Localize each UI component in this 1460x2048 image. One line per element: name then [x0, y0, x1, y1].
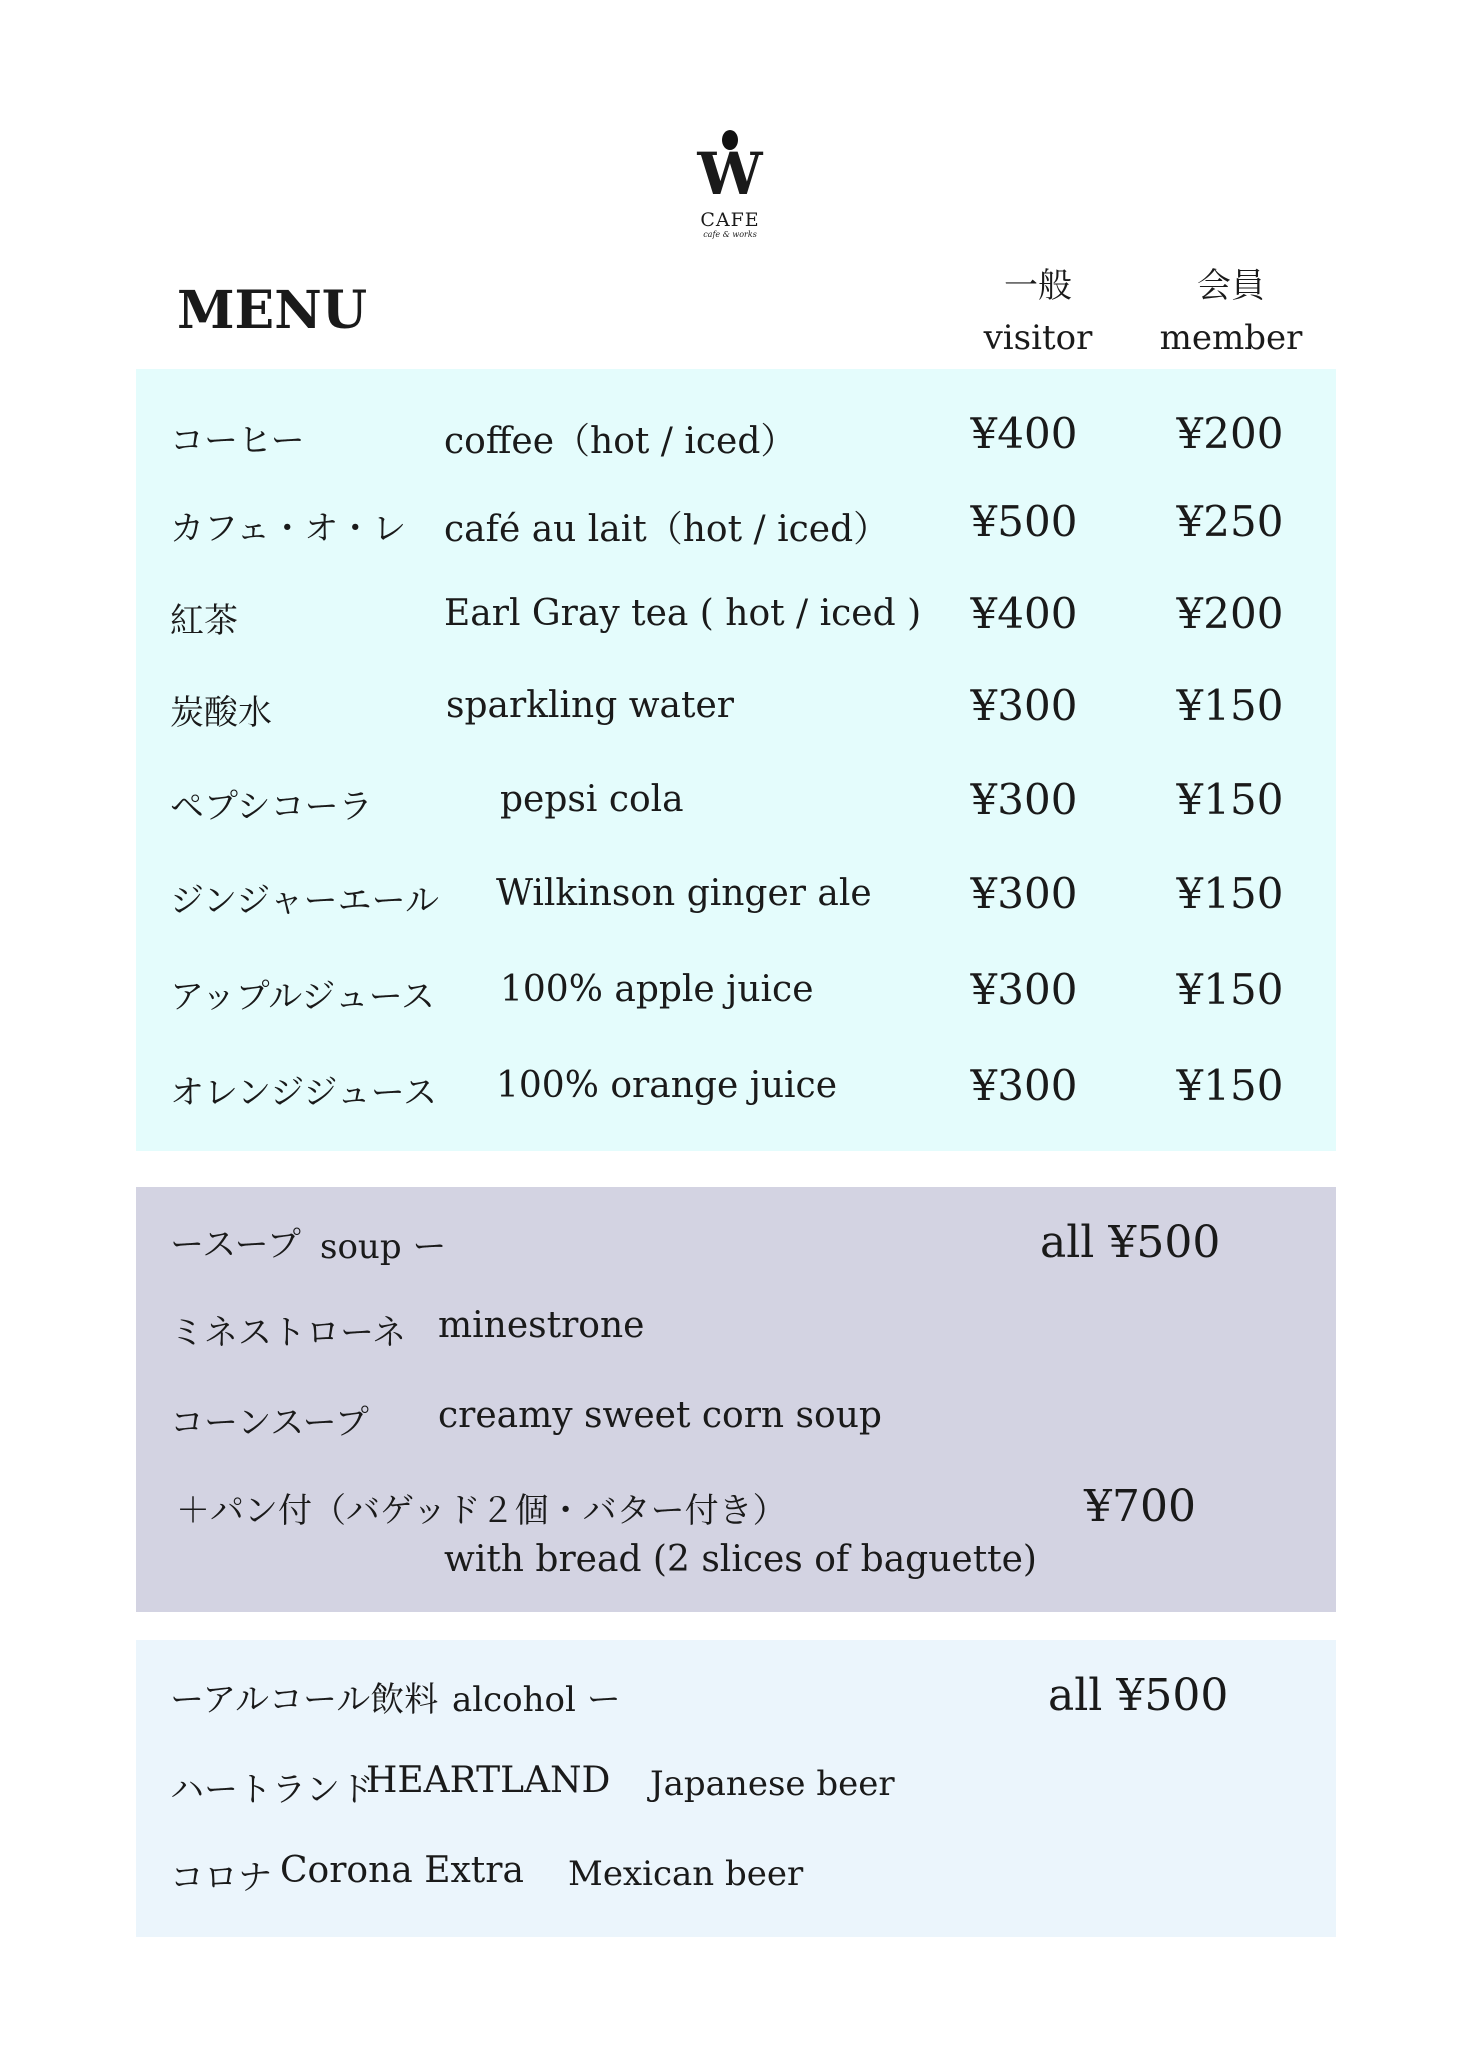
logo-name: CAFE: [700, 209, 760, 231]
menu-row: [136, 865, 1336, 935]
member-price: ¥250: [1176, 497, 1284, 546]
item-name-en: 100% orange juice: [496, 1065, 838, 1106]
item-name-en: sparkling water: [446, 685, 734, 726]
menu-title: MENU: [177, 280, 368, 341]
alcohol-price: all ¥500: [1048, 1670, 1229, 1721]
item-name-en: café au lait（hot / iced）: [444, 509, 890, 550]
member-price: ¥150: [1176, 869, 1284, 918]
beer-name: HEARTLAND: [366, 1760, 611, 1801]
beer-name-jp: コロナ: [170, 1858, 272, 1898]
item-name-jp: コーヒー: [170, 421, 305, 461]
item-name-en: 100% apple juice: [500, 969, 814, 1010]
soup-name-jp: ミネストローネ: [170, 1313, 407, 1353]
menu-row: [136, 961, 1336, 1031]
visitor-price: ¥300: [970, 681, 1078, 730]
visitor-price: ¥300: [970, 1061, 1078, 1110]
beer-name-jp: ハートランド: [170, 1770, 374, 1810]
alcohol-section: [136, 1640, 1336, 1937]
beer-description: Japanese beer: [650, 1764, 895, 1804]
item-name-jp: カフェ・オ・レ: [170, 509, 407, 549]
menu-row: [136, 771, 1336, 841]
menu-row: [136, 405, 1336, 475]
soup-section: [136, 1187, 1336, 1612]
member-price: ¥200: [1176, 409, 1284, 458]
visitor-price: ¥300: [970, 775, 1078, 824]
beer-name: Corona Extra: [280, 1850, 524, 1891]
soup-name-en: minestrone: [438, 1305, 645, 1346]
member-price: ¥200: [1176, 589, 1284, 638]
alcohol-heading-jp: ーアルコール飲料: [170, 1680, 439, 1720]
member-header-en: member: [1159, 318, 1303, 358]
soup-heading-jp: ースープ: [170, 1225, 301, 1265]
item-name-en: pepsi cola: [500, 779, 684, 820]
item-name-jp: オレンジジュース: [170, 1073, 438, 1113]
member-price: ¥150: [1176, 681, 1284, 730]
item-name-jp: アップルジュース: [170, 977, 436, 1017]
member-price: ¥150: [1176, 965, 1284, 1014]
menu-row: [136, 677, 1336, 747]
soup-name-en: creamy sweet corn soup: [438, 1395, 882, 1436]
visitor-price: ¥300: [970, 869, 1078, 918]
alcohol-heading-en: alcohol ー: [452, 1680, 621, 1720]
menu-row: [136, 585, 1336, 655]
soup-price: all ¥500: [1040, 1217, 1221, 1268]
visitor-price: ¥300: [970, 965, 1078, 1014]
soup-name-jp: コーンスープ: [170, 1403, 369, 1443]
logo-tagline: cafe & works: [703, 230, 757, 239]
beer-description: Mexican beer: [568, 1854, 804, 1894]
visitor-price: ¥400: [970, 409, 1078, 458]
visitor-price: ¥500: [970, 497, 1078, 546]
visitor-header-jp: 一般: [1004, 266, 1072, 306]
visitor-header-en: visitor: [983, 318, 1093, 358]
bread-option-en: with bread (2 slices of baguette): [444, 1539, 1037, 1580]
member-header-jp: 会員: [1197, 266, 1265, 306]
menu-row: [136, 1057, 1336, 1127]
item-name-jp: 炭酸水: [170, 693, 272, 733]
item-name-en: Wilkinson ginger ale: [496, 873, 872, 914]
member-price: ¥150: [1176, 1061, 1284, 1110]
soup-heading-en: soup ー: [320, 1227, 447, 1267]
bread-option-jp: ＋パン付（バゲッド２個・バター付き）: [176, 1491, 787, 1531]
bread-option-price: ¥700: [1084, 1481, 1196, 1532]
drinks-section: [136, 369, 1336, 1151]
item-name-jp: 紅茶: [170, 601, 238, 641]
item-name-jp: ペプシコーラ: [170, 787, 373, 827]
logo-mark: W: [697, 140, 763, 208]
menu-row: [136, 493, 1336, 563]
member-price: ¥150: [1176, 775, 1284, 824]
item-name-en: coffee（hot / iced）: [444, 421, 797, 462]
item-name-en: Earl Gray tea ( hot / iced ): [444, 593, 922, 634]
visitor-price: ¥400: [970, 589, 1078, 638]
cafe-logo: [680, 130, 780, 240]
item-name-jp: ジンジャーエール: [170, 881, 439, 921]
